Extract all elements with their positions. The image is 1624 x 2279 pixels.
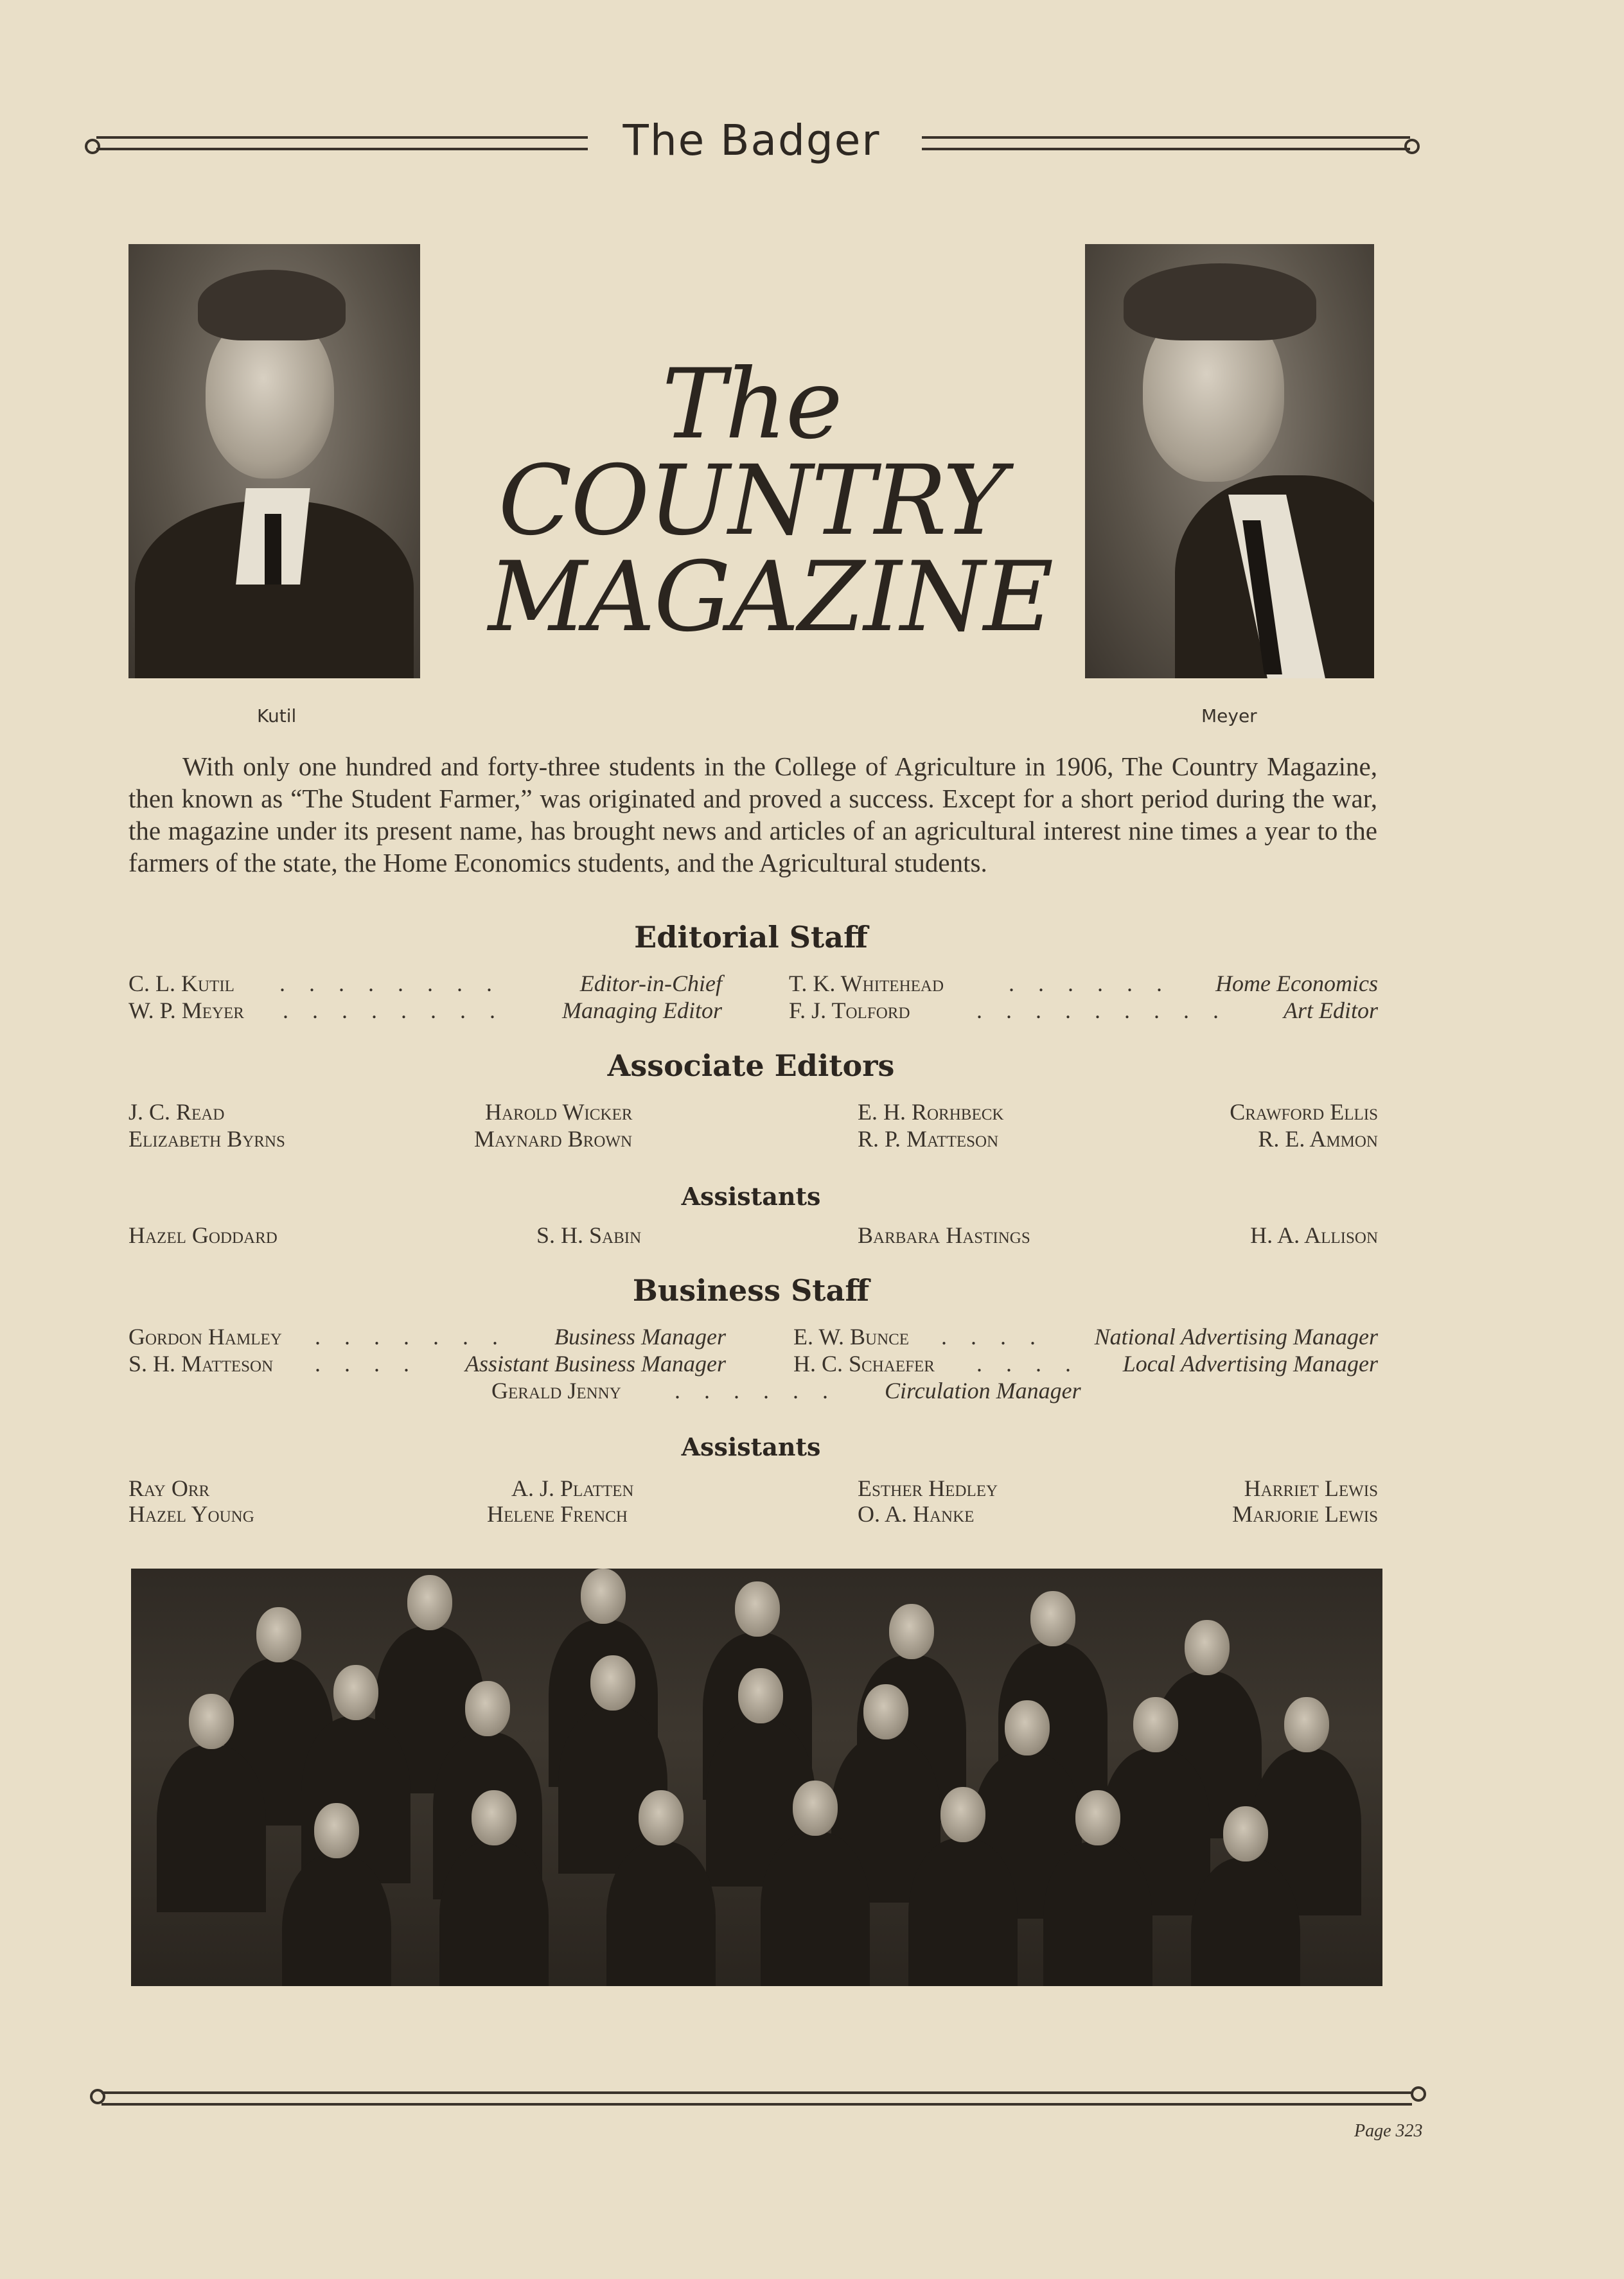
assistant-name: S. H. Sabin	[536, 1222, 642, 1248]
associate-editor: R. P. Matteson	[858, 1126, 999, 1152]
business-role: Business Manager	[554, 1324, 726, 1350]
staff-name: C. L. Kutil	[128, 971, 234, 996]
editorial-assistants-heading: Assistants	[681, 1182, 821, 1211]
assistant-name: Ray Orr	[128, 1475, 210, 1501]
staff-name: F. J. Tolford	[789, 998, 910, 1023]
business-assistants-heading: Assistants	[681, 1432, 821, 1461]
portrait-caption-right: Meyer	[1201, 705, 1257, 726]
assistant-name: H. A. Allison	[1250, 1222, 1378, 1248]
business-name: Gerald Jenny	[491, 1378, 621, 1403]
staff-role: Home Economics	[1215, 971, 1378, 996]
business-role: Local Advertising Manager	[1122, 1351, 1378, 1377]
rule-scroll-right	[1404, 139, 1420, 154]
associate-editor: Crawford Ellis	[1230, 1099, 1378, 1125]
staff-role: Editor-in-Chief	[579, 971, 722, 996]
assistant-name: Hazel Goddard	[128, 1222, 278, 1248]
business-role: Circulation Manager	[885, 1378, 1081, 1403]
staff-role: Art Editor	[1283, 998, 1378, 1023]
assistant-name: Barbara Hastings	[858, 1222, 1030, 1248]
group-photo	[131, 1569, 1382, 1986]
business-role: National Advertising Manager	[1094, 1324, 1378, 1350]
editorial-staff-heading: Editorial Staff	[634, 920, 868, 955]
associate-editor: Maynard Brown	[474, 1126, 633, 1152]
assistant-name: Esther Hedley	[858, 1475, 998, 1501]
magazine-title	[488, 349, 1053, 653]
associate-editor: Harold Wicker	[485, 1099, 633, 1125]
assistant-name: Harriet Lewis	[1244, 1475, 1378, 1501]
portrait-meyer	[1085, 244, 1374, 678]
associate-editor: E. H. Rorhbeck	[858, 1099, 1004, 1125]
staff-name: T. K. Whitehead	[789, 971, 944, 996]
assistant-name: Hazel Young	[128, 1501, 254, 1527]
staff-name: W. P. Meyer	[128, 998, 244, 1023]
rule-scroll-right	[1411, 2086, 1426, 2102]
assistant-name: Marjorie Lewis	[1232, 1501, 1378, 1527]
page-number: Page 323	[1354, 2121, 1423, 2141]
header-title: The Badger	[622, 116, 881, 165]
portrait-caption-left: Kutil	[257, 705, 297, 726]
business-name: H. C. Schaefer	[793, 1351, 935, 1377]
associate-editor: J. C. Read	[128, 1099, 225, 1125]
magazine-title-line1: The COUNTRY	[498, 349, 1005, 557]
business-role: Assistant Business Manager	[464, 1351, 726, 1377]
associate-editor: Elizabeth Byrns	[128, 1126, 285, 1152]
business-name: E. W. Bunce	[793, 1324, 910, 1350]
associate-editors-heading: Associate Editors	[607, 1048, 895, 1083]
assistant-name: Helene French	[487, 1501, 628, 1527]
business-name: Gordon Hamley	[128, 1324, 282, 1350]
associate-editor: R. E. Ammon	[1258, 1126, 1378, 1152]
assistant-name: A. J. Platten	[511, 1475, 634, 1501]
assistant-name: O. A. Hanke	[858, 1501, 975, 1527]
portrait-kutil	[128, 244, 420, 678]
intro-paragraph: With only one hundred and forty-three students in the College of Agriculture in 1906, The Country Magazine, then known as “The Student Farmer,” was originated and proved a success. Except for a short period during the war, the magazine under its present name, has brought news and articles of an agricultural interest nine times a year to the farmers of the state, the Home Economics students, and the Agricultural students.	[128, 752, 1377, 877]
staff-role: Managing Editor	[562, 998, 722, 1023]
business-name: S. H. Matteson	[128, 1351, 274, 1377]
business-staff-heading: Business Staff	[632, 1273, 870, 1308]
magazine-title-line2: MAGAZINE	[488, 541, 1053, 653]
